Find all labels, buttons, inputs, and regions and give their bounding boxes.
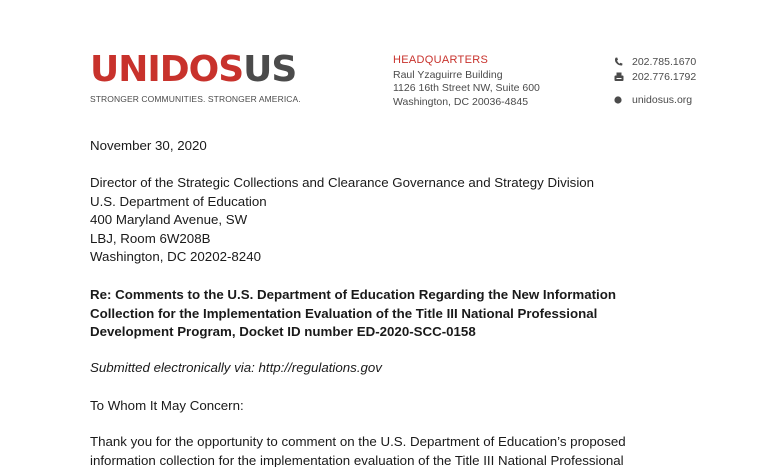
fax-row: [614, 70, 696, 84]
phone-row: [614, 55, 696, 69]
letterhead: [0, 0, 768, 120]
contact-block: [614, 55, 696, 108]
address-line: LBJ, Room 6W208B: [90, 230, 211, 246]
paragraph-line: Thank you for the opportunity to comment on the U.S. Department of Education’s proposed: [90, 434, 626, 449]
headquarters-city: Washington, DC 20036-4845: [393, 95, 529, 108]
headquarters-block: [393, 54, 540, 109]
salutation: To Whom It May Concern:: [90, 398, 244, 413]
phone-icon: [614, 56, 630, 68]
subject-line-text: Collection for the Implementation Evaluation of the Title III National Professional: [90, 305, 598, 321]
website-row: [614, 93, 696, 107]
logo-wordmark: [90, 50, 296, 90]
fax-icon: [614, 71, 630, 83]
globe-icon: [614, 94, 630, 106]
recipient-address: [90, 174, 594, 267]
subject-line: [90, 286, 616, 342]
logo-part-red-1: UNID: [90, 49, 189, 90]
headquarters-street: 1126 16th Street NW, Suite 600: [393, 82, 540, 94]
letter-date: November 30, 2020: [90, 138, 207, 153]
paragraph-line: information collection for the implementation evaluation of the Title III National Professional: [90, 452, 624, 467]
body-paragraph: [90, 433, 626, 467]
logo-part-gray: US: [243, 49, 297, 90]
subject-line-text: Re: Comments to the U.S. Department of Education Regarding the New Information: [90, 287, 616, 302]
submission-note: Submitted electronically via: http://regulations.gov: [90, 360, 382, 375]
headquarters-title: HEADQUARTERS: [393, 54, 489, 66]
headquarters-building: Raul Yzaguirre Building: [393, 68, 503, 81]
address-line: 400 Maryland Avenue, SW: [90, 212, 248, 227]
logo-part-red-2: OS: [188, 49, 244, 90]
phone-number[interactable]: 202.785.1670: [632, 56, 697, 68]
website-link[interactable]: unidosus.org: [632, 94, 693, 106]
logo-tagline: STRONGER COMMUNITIES. STRONGER AMERICA.: [90, 94, 301, 104]
subject-line-text: Development Program, Docket ID number ED-2020-SCC-0158: [90, 324, 476, 339]
fax-number[interactable]: 202.776.1792: [632, 71, 697, 83]
address-line: Director of the Strategic Collections and Clearance Governance and Strategy Division: [90, 175, 595, 190]
address-line: Washington, DC 20202-8240: [90, 249, 261, 264]
address-line: U.S. Department of Education: [90, 193, 267, 209]
